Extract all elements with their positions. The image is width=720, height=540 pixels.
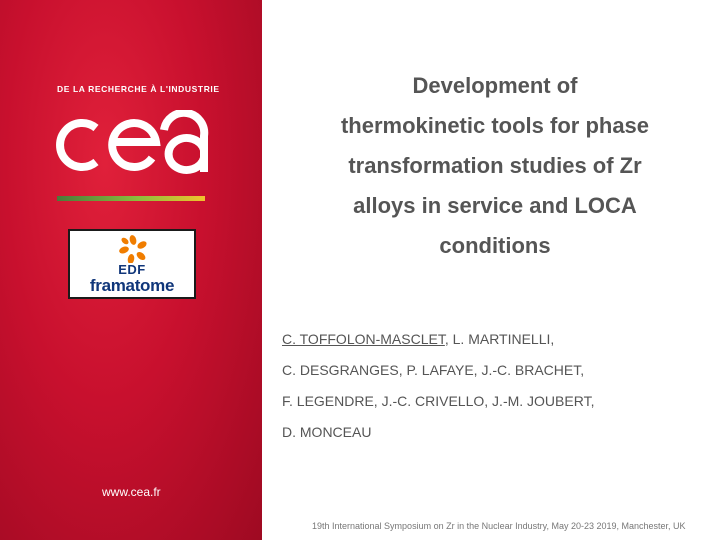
edf-framatome-logo [68,229,196,299]
author-line: D. MONCEAU [282,424,372,440]
edf-wordmark: EDF [118,262,146,277]
framatome-wordmark: framatome [89,276,175,295]
title-line: alloys in service and LOCA [353,193,637,218]
presenting-author: C. TOFFOLON-MASCLET [282,331,445,347]
cea-logo-text: cea [52,110,54,111]
author-list [282,324,712,448]
author-line: C. DESGRANGES, P. LAFAYE, J.-C. BRACHET, [282,362,585,378]
edf-flower-icon [118,235,148,263]
author-names: , L. MARTINELLI, [444,331,555,347]
slide-title [285,66,705,266]
brand-panel [0,0,262,540]
title-line: conditions [439,233,551,258]
conference-footer: 19th International Symposium on Zr in the Nuclear Industry, May 20-23 2019, Manchester, UK [312,521,686,531]
website-link[interactable]: www.cea.fr [102,485,161,499]
title-line: transformation studies of Zr [348,153,642,178]
logo-underline-bar [57,196,205,201]
author-line [282,324,712,355]
cea-logo [52,110,214,180]
author-line: F. LEGENDRE, J.-C. CRIVELLO, J.-M. JOUBERT, [282,393,595,409]
title-line: Development of [412,73,578,98]
title-line: thermokinetic tools for phase [340,113,650,138]
cea-tagline: DE LA RECHERCHE À L'INDUSTRIE [57,84,220,94]
